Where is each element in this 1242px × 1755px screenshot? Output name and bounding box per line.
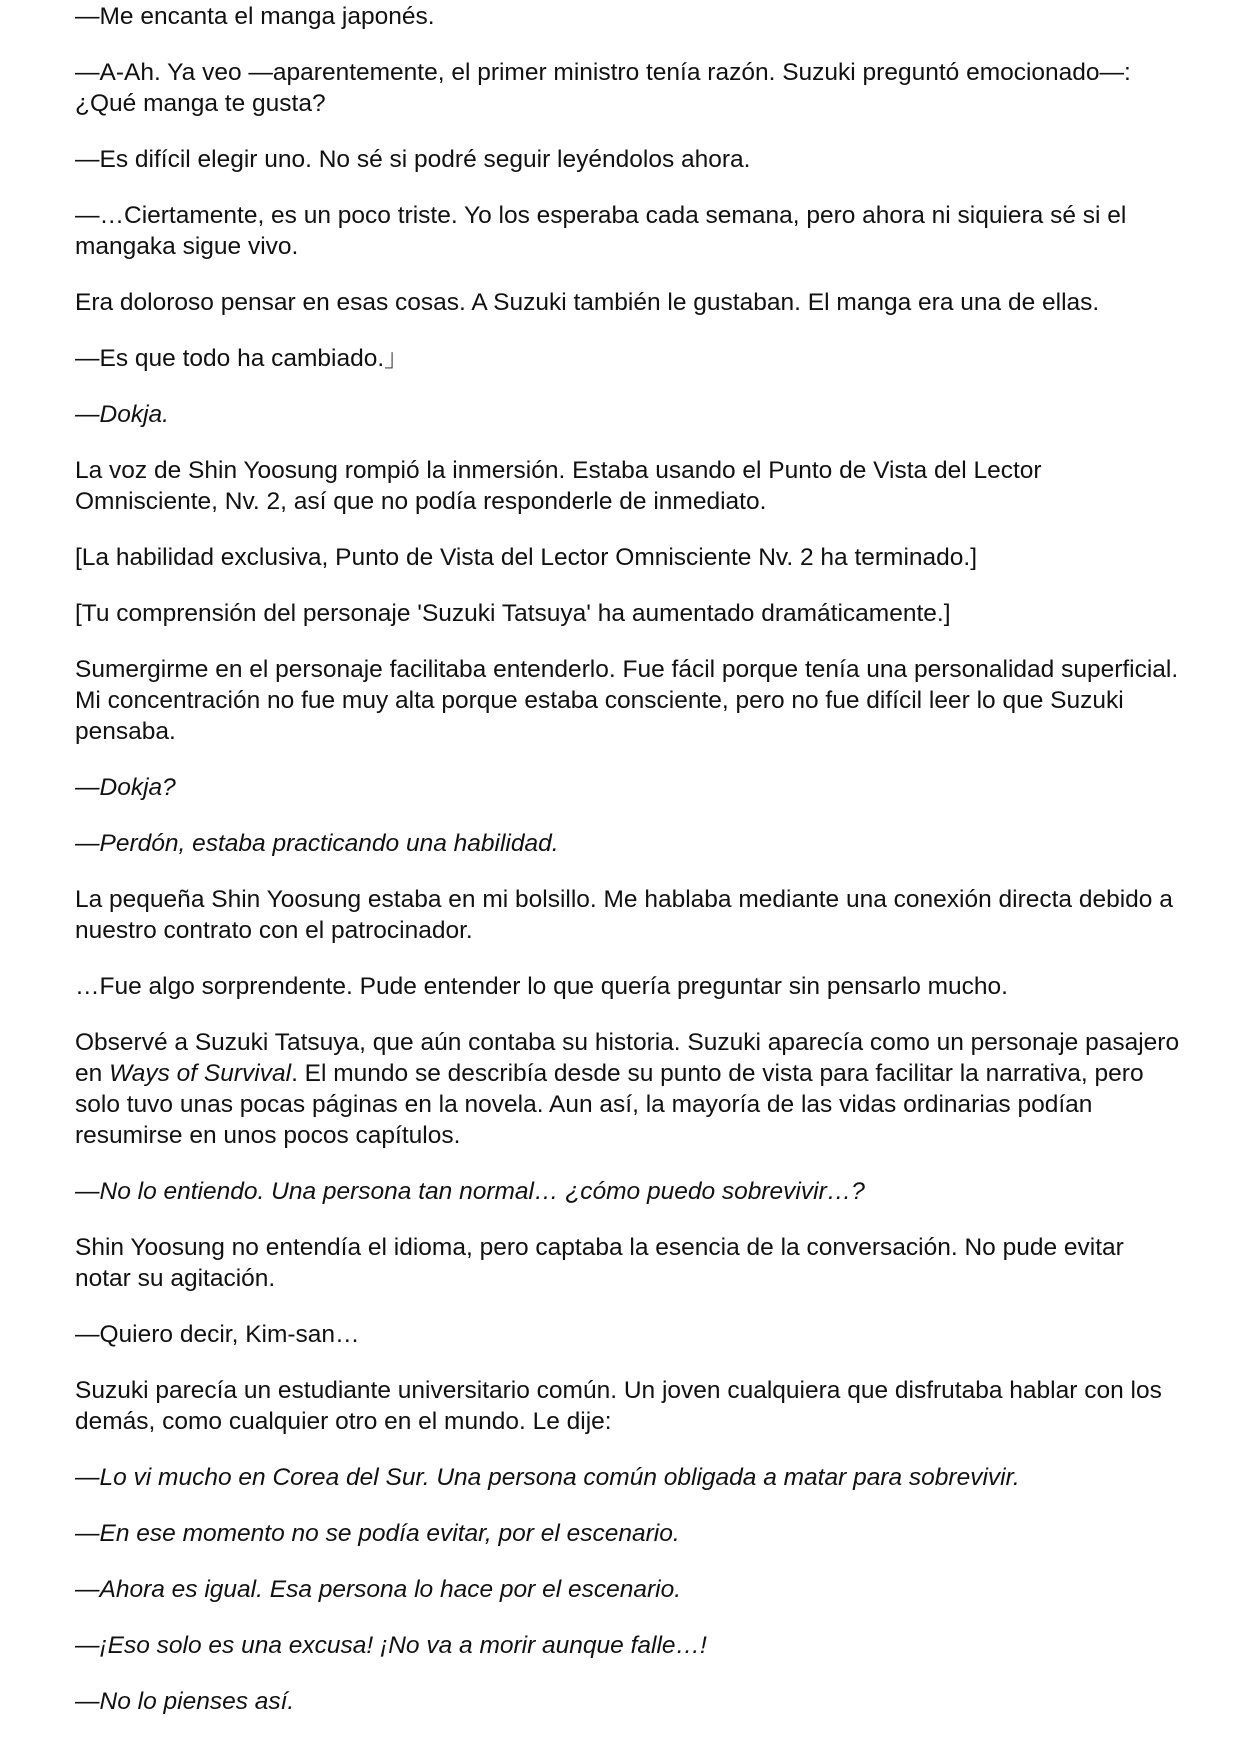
telepathic-dialogue-line: —Lo vi mucho en Corea del Sur. Una persona común obligada a matar para sobrevivir. [75, 1464, 1020, 1491]
telepathic-dialogue-line: —Dokja? [75, 774, 176, 801]
telepathic-dialogue-line: —No lo entiendo. Una persona tan normal… ¿cómo puedo sobrevivir…? [75, 1178, 865, 1205]
narration-paragraph: Era doloroso pensar en esas cosas. A Suzuki también le gustaban. El manga era una de ellas. [75, 289, 1100, 316]
system-message: [Tu comprensión del personaje 'Suzuki Tatsuya' ha aumentado dramáticamente.] [75, 600, 951, 627]
narration-paragraph: Suzuki parecía un estudiante universitario común. Un joven cualquiera que disfrutaba hablar con los demás, como cualquier otro en el mundo. Le dije: [75, 1377, 1162, 1435]
telepathic-dialogue-line: —¡Eso solo es una excusa! ¡No va a morir aunque falle…! [75, 1632, 707, 1659]
dialogue-line: —A-Ah. Ya veo —aparentemente, el primer ministro tenía razón. Suzuki preguntó emocionado—: ¿Qué manga te gusta? [75, 59, 1131, 117]
narration-paragraph [75, 1027, 1180, 1151]
narration-paragraph: La voz de Shin Yoosung rompió la inmersión. Estaba usando el Punto de Vista del Lector Omnisciente, Nv. 2, así que no podía responderle de inmediato. [75, 457, 1042, 515]
telepathic-dialogue-line: —Ahora es igual. Esa persona lo hace por el escenario. [75, 1576, 682, 1603]
dialogue-line: —Quiero decir, Kim-san… [75, 1321, 360, 1348]
narration-paragraph: La pequeña Shin Yoosung estaba en mi bolsillo. Me hablaba mediante una conexión directa debido a nuestro contrato con el patrocinador. [75, 886, 1173, 944]
dialogue-line: —Me encanta el manga japonés. [75, 3, 435, 30]
narration-paragraph: …Fue algo sorprendente. Pude entender lo que quería preguntar sin pensarlo mucho. [75, 973, 1008, 1000]
telepathic-dialogue-line: —Perdón, estaba practicando una habilidad. [75, 830, 559, 857]
narration-paragraph: Shin Yoosung no entendía el idioma, pero captaba la esencia de la conversación. No pude evitar notar su agitación. [75, 1234, 1124, 1292]
telepathic-dialogue-line: —Dokja. [75, 401, 169, 428]
document-page [75, 0, 1180, 1742]
dialogue-line: —Es que todo ha cambiado.」 [75, 345, 409, 372]
system-message: [La habilidad exclusiva, Punto de Vista del Lector Omnisciente Nv. 2 ha terminado.] [75, 544, 978, 571]
narration-text: . El mundo se describía desde su punto de vista para facilitar la narrativa, pero solo tuvo unas pocas páginas en la novela. Aun así, la mayoría de las vidas ordinarias podían resumirse en unos pocos capítulos. [75, 1060, 1144, 1149]
telepathic-dialogue-line: —No lo pienses así. [75, 1688, 295, 1715]
dialogue-line: —…Ciertamente, es un poco triste. Yo los esperaba cada semana, pero ahora ni siquiera sé si el mangaka sigue vivo. [75, 202, 1127, 260]
narration-paragraph: Sumergirme en el personaje facilitaba entenderlo. Fue fácil porque tenía una personalidad superficial. Mi concentración no fue muy alta porque estaba consciente, pero no fue difícil leer lo que Suzuki pensaba. [75, 656, 1179, 745]
novel-title: Ways of Survival [109, 1060, 292, 1087]
telepathic-dialogue-line: —En ese momento no se podía evitar, por el escenario. [75, 1520, 680, 1547]
dialogue-line: —Es difícil elegir uno. No sé si podré seguir leyéndolos ahora. [75, 146, 751, 173]
narration-text: Observé a Suzuki Tatsuya, que aún contaba su historia. Suzuki aparecía como un personaje pasajero en [75, 1029, 1180, 1087]
